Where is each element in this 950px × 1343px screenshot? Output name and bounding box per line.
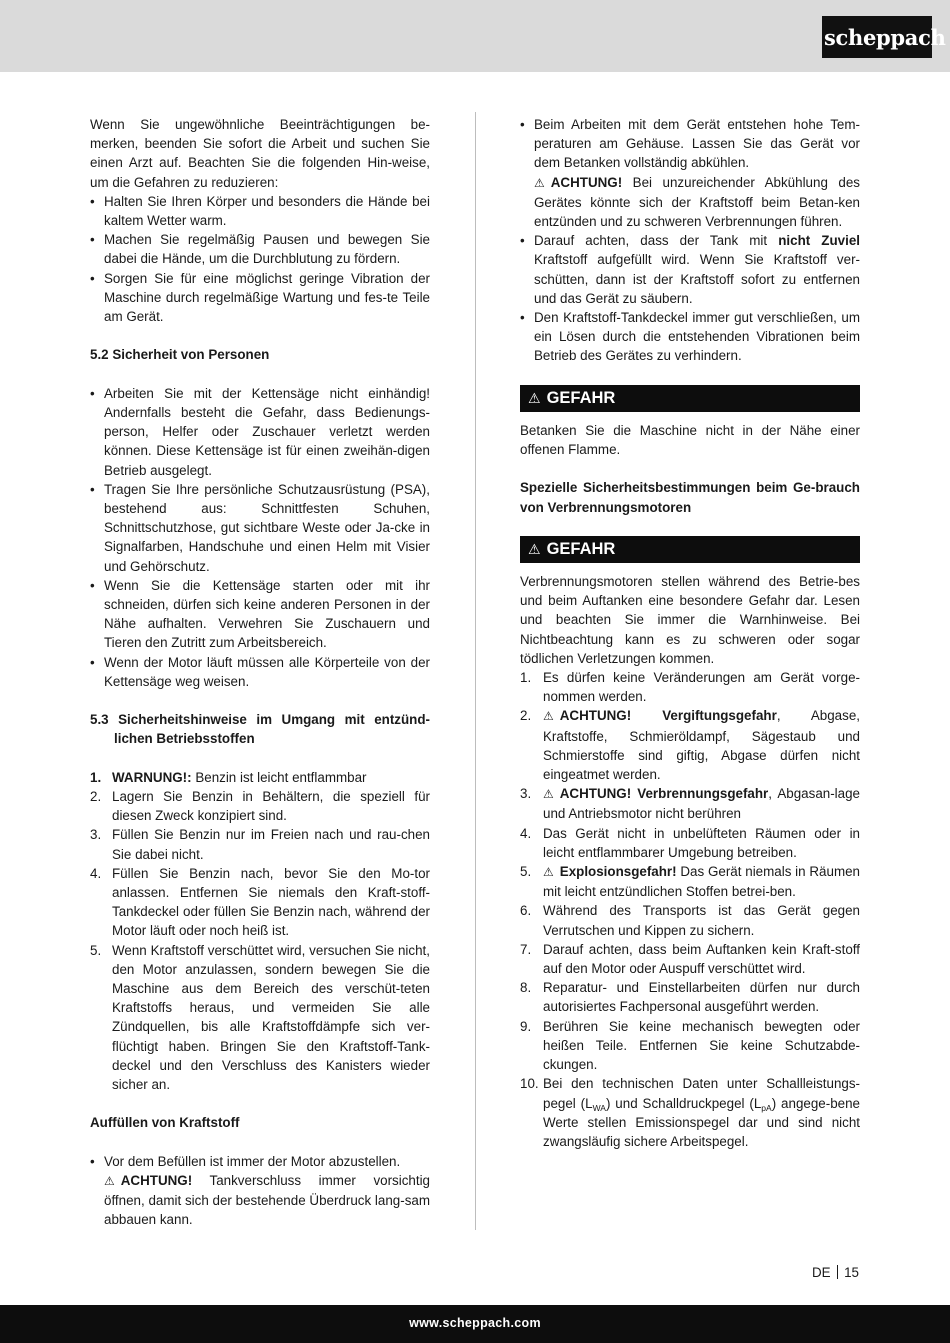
item-number: 6. — [520, 903, 532, 919]
item-text: ) und Schalldruckpegel (L — [605, 1095, 762, 1111]
item-text: ) angege-bene Werte stellen Emissionspegel dar und sind nicht zwangsläufig sichere Arbeitspegel. — [543, 1095, 860, 1149]
item-number: 4. — [520, 825, 532, 841]
item-number: 1. — [90, 769, 102, 785]
list-item: • Wenn Sie die Kettensäge starten oder mit ihr schneiden, dürfen sich keine anderen Personen in der Nähe aufhalten. Verwehren Sie Zuschauern und Tieren den Zutritt zum Arbeitsbereich. — [90, 576, 430, 653]
list-item — [90, 768, 430, 787]
warning-triangle-icon: ⚠ — [543, 865, 554, 880]
list-item — [520, 668, 860, 706]
section-5-2-bullet-list — [90, 384, 430, 691]
language-code: DE — [812, 1265, 831, 1280]
warning-text: Tankverschluss immer vorsichtig öffnen, damit sich der bestehende Überdruck lang-sam abbauen kann. — [104, 1173, 430, 1228]
header-bar — [0, 0, 950, 72]
item-text: Während des Transports ist das Gerät gegen Verrutschen und Kippen zu sichern. — [543, 903, 860, 938]
warning-label: ACHTUNG! — [120, 1173, 193, 1189]
list-item: • Den Kraftstoff-Tankdeckel immer gut verschließen, um ein Lösen durch die entstehenden Vibrationen beim Betrieb des Gerätes zu verhindern. — [520, 308, 860, 366]
item-number: 9. — [520, 1018, 532, 1034]
item-text: Es dürfen keine Veränderungen am Gerät vorge-nommen werden. — [543, 670, 860, 705]
item-number: 3. — [520, 786, 532, 802]
list-item — [520, 1017, 860, 1075]
warning-triangle-icon: ⚠ — [534, 175, 545, 190]
item-number: 3. — [90, 827, 102, 843]
intro-paragraph: Wenn Sie ungewöhnliche Beeinträchtigungen be-merken, beenden Sie sofort die Arbeit und suchen Sie einen Arzt auf. Beachten Sie die folgenden Hin-weise, um die Gefahren zu reduzieren: — [90, 117, 430, 190]
item-text: Wenn Kraftstoff verschüttet wird, versuchen Sie nicht, den Motor anzulassen, sondern bewegen Sie die Maschine aus dem Bereich des verschüt-teten Kraftstoffs heraus, und vermeiden Sie alle Zündquellen, bis alle Kraftstoffdämpfe sich ver-flüchtigt haben. Bringen Sie den Kraftstoff-Tank-deckel und den Verschluss des Kanisters wieder sicher an. — [112, 942, 430, 1093]
item-text: Beim Arbeiten mit dem Gerät entstehen hohe Tem-peraturen am Gehäuse. Lassen Sie das Gerät vor dem Betanken vollständig abkühlen. — [534, 117, 860, 171]
item-number: 1. — [520, 670, 532, 686]
danger-label: GEFAHR — [546, 540, 616, 559]
item-text: Darauf achten, dass der Tank mit — [534, 233, 779, 249]
intro-bullet-list — [90, 192, 430, 326]
danger-banner — [520, 385, 860, 412]
list-item: • Sorgen Sie für eine möglichst geringe Vibration der Maschine durch regelmäßige Wartung und fes-te Teile am Gerät. — [90, 269, 430, 327]
section-5-3-heading: 5.3 Sicherheitshinweise im Umgang mit entzünd-lichen Betriebsstoffen — [90, 712, 430, 747]
item-number: 5. — [90, 942, 102, 958]
item-number: 7. — [520, 941, 532, 957]
list-item — [520, 115, 860, 231]
list-item — [90, 1152, 430, 1230]
page-number-separator — [837, 1265, 839, 1279]
list-item: • Tragen Sie Ihre persönliche Schutzausrüstung (PSA), bestehend aus: Schnittfesten Schuhen, Schnittschutzhose, gut sichtbare Weste oder Ja-cke in Signalfarben, Handschuhe und einen Helm mit Visier und Gehörschutz. — [90, 480, 430, 576]
warning-label: ACHTUNG! Verbrennungsgefahr — [559, 786, 769, 802]
section-5-3-numbered-list — [90, 768, 430, 1094]
item-text: Lagern Sie Benzin in Behältern, die speziell für diesen Zweck konzipiert sind. — [112, 789, 430, 824]
emphasis-text: nicht Zuviel — [778, 233, 860, 249]
list-item — [520, 978, 860, 1016]
danger-text: Verbrennungsmotoren stellen während des Betrie-bes und beim Auftanken eine besondere Gefahr dar. Lesen und beachten Sie immer die Warnhinweise. Bei Nichtbeachtung kann es zu schweren oder sogar tödlichen Verletzungen kommen. — [520, 574, 860, 666]
list-item — [90, 787, 430, 825]
left-column — [90, 115, 430, 1230]
item-text: Bei den technischen Daten unter Schallleistungs-pegel (L — [543, 1076, 860, 1111]
warning-triangle-icon: ⚠ — [543, 709, 554, 724]
list-item — [90, 941, 430, 1095]
item-number: 2. — [90, 789, 102, 805]
subscript: WA — [592, 1102, 606, 1113]
warning-label: Explosionsgefahr! — [559, 864, 677, 880]
item-text: Das Gerät niemals in Räumen mit leicht entzündlichen Stoffen betrei-ben. — [543, 864, 860, 900]
warning-text: Bei unzureichender Abkühlung des Gerätes könnte sich der Kraftstoff beim Betan-ken entzünden und zu schweren Verbrennungen führen. — [534, 174, 860, 230]
list-item: • Wenn der Motor läuft müssen alle Körperteile von der Kettensäge weg weisen. — [90, 653, 430, 691]
list-item — [520, 784, 860, 823]
item-number: 10. — [520, 1076, 539, 1092]
footer-bar — [0, 1305, 950, 1343]
warning-label: WARNUNG!: — [112, 769, 192, 785]
item-text: Füllen Sie Benzin nur im Freien nach und rau-chen Sie dabei nicht. — [112, 827, 430, 862]
danger-label: GEFAHR — [546, 388, 616, 407]
item-text: Reparatur- und Einstellarbeiten dürfen nur durch autorisiertes Fachpersonal ausgeführt werden. — [543, 980, 860, 1015]
list-item — [520, 901, 860, 939]
item-number: 4. — [90, 865, 102, 881]
list-item — [90, 864, 430, 941]
refuel-bullet-list-continued — [520, 115, 860, 366]
special-rules-heading: Spezielle Sicherheitsbestimmungen beim Ge-brauch von Verbrennungsmotoren — [520, 480, 860, 515]
section-5-2-heading: 5.2 Sicherheit von Personen — [90, 347, 270, 363]
website-url: www.scheppach.com — [409, 1316, 541, 1330]
item-text: Berühren Sie keine mechanisch bewegten oder heißen Teile. Entfernen Sie keine Schutzabde-ckungen. — [543, 1018, 860, 1073]
list-item — [520, 824, 860, 862]
list-item — [90, 825, 430, 863]
item-text: Benzin ist leicht entflammbar — [191, 769, 367, 785]
warning-label: ACHTUNG! Vergiftungsgefahr — [559, 708, 777, 724]
danger-text: Betanken Sie die Maschine nicht in der Nähe einer offenen Flamme. — [520, 422, 860, 458]
list-item — [520, 706, 860, 784]
item-number: 2. — [520, 708, 532, 724]
item-text: Füllen Sie Benzin nach, bevor Sie den Mo-tor anlassen. Entfernen Sie niemals den Kraft-stoff-Tankdeckel oder füllen Sie Benzin nach, während der Motor läuft oder noch heiß ist. — [112, 865, 430, 939]
item-text: Kraftstoff aufgefüllt wird. Wenn Sie Kraftstoff ver-schütten, dann ist der Kraftstoff sofort zu entfernen und das Gerät zu säubern. — [534, 252, 860, 306]
page-number-value: 15 — [844, 1265, 860, 1280]
engine-rules-numbered-list — [520, 668, 860, 1151]
warning-label: ACHTUNG! — [550, 174, 623, 190]
list-item: • Arbeiten Sie mit der Kettensäge nicht einhändig! Andernfalls besteht die Gefahr, dass Bedienungs-person, Helfer oder Zuschauer verletzt werden können. Diese Kettensäge ist für einen zweihän-digen Betrieb ausgelegt. — [90, 384, 430, 480]
brand-logo: scheppach — [822, 16, 932, 58]
danger-banner — [520, 536, 860, 563]
warning-triangle-icon: ⚠ — [528, 389, 541, 406]
refuel-bullet-list — [90, 1152, 430, 1230]
item-text: Darauf achten, dass beim Auftanken kein Kraft-stoff auf den Motor oder Auspuff verschüttet wird. — [543, 941, 860, 977]
page-number — [812, 1264, 859, 1282]
right-column — [520, 115, 860, 1151]
warning-triangle-icon: ⚠ — [543, 787, 554, 802]
item-text: Vor dem Befüllen ist immer der Motor abzustellen. — [104, 1153, 401, 1169]
item-text: Das Gerät nicht in unbelüfteten Räumen oder in leicht entflammbarer Umgebung betreiben. — [543, 825, 860, 860]
item-number: 5. — [520, 864, 532, 880]
item-text: , Abgasan-lage und Antriebsmotor nicht berühren — [543, 786, 860, 822]
subscript: pA — [761, 1102, 772, 1113]
list-item — [520, 862, 860, 901]
item-text: , Abgase, Kraftstoffe, Schmieröldampf, Sägestaub und Schmierstoffe sind giftig, Abgase dürfen nicht eingeatmet werden. — [543, 708, 860, 783]
list-item — [520, 940, 860, 978]
list-item — [520, 1074, 860, 1151]
list-item: • Halten Sie Ihren Körper und besonders die Hände bei kaltem Wetter warm. — [90, 192, 430, 230]
column-divider — [475, 112, 476, 1230]
refuel-heading: Auffüllen von Kraftstoff — [90, 1115, 240, 1131]
warning-triangle-icon: ⚠ — [104, 1174, 115, 1189]
warning-triangle-icon: ⚠ — [528, 541, 541, 558]
list-item: • Machen Sie regelmäßig Pausen und bewegen Sie dabei die Hände, um die Durchblutung zu fördern. — [90, 230, 430, 268]
item-number: 8. — [520, 980, 532, 996]
list-item — [520, 231, 860, 308]
